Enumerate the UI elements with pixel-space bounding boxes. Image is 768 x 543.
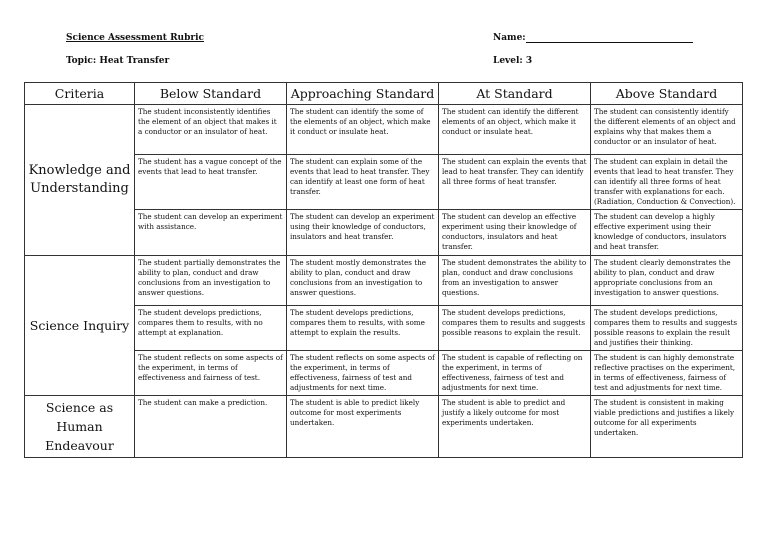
rubric-cell: The student can explain some of the events that lead to heat transfer. They can identify at least one form of heat transfer. [287,155,439,210]
rubric-cell: The student develops predictions, compares them to results, with some attempt to explain the results. [287,306,439,351]
rubric-cell: The student develops predictions, compares them to results and suggests possible reasons to explain the result. [439,306,591,351]
rubric-cell: The student is can highly demonstrate reflective practises on the experiment, in terms of effectiveness, fairness of test and adjustments for next time. [591,351,743,396]
column-header-below-standard: Below Standard [135,83,287,105]
table-row [25,256,743,306]
rubric-cell: The student mostly demonstrates the ability to plan, conduct and draw conclusions from an investigation to answer questions. [287,256,439,306]
rubric-cell: The student is consistent in making viable predictions and justifies a likely outcome for all experiments undertaken. [591,396,743,458]
document-title: Science Assessment Rubric [66,33,205,43]
criterion-knowledge-and-understanding: Knowledge and Understanding [25,105,135,256]
rubric-table [24,82,743,458]
rubric-cell: The student can explain in detail the events that lead to heat transfer. They can identify all three forms of heat transfer with explanations for each. (Radiation, Conduction & Convection). [591,155,743,210]
rubric-cell: The student can make a prediction. [135,396,287,458]
table-row [25,105,743,155]
column-header-approaching-standard: Approaching Standard [287,83,439,105]
rubric-cell: The student can develop an effective experiment using their knowledge of conductors, insulators and heat transfer. [439,210,591,256]
rubric-cell: The student can develop an experiment with assistance. [135,210,287,256]
rubric-cell: The student reflects on some aspects of the experiment, in terms of effectiveness, fairness of test and adjustments for next time. [287,351,439,396]
column-header-criteria: Criteria [25,83,135,105]
column-header-above-standard: Above Standard [591,83,743,105]
rubric-cell: The student can consistently identify the different elements of an object and explains why that makes them a conductor or an insulator of heat. [591,105,743,155]
rubric-cell: The student can develop an experiment using their knowledge of conductors, insulators and heat transfer. [287,210,439,256]
rubric-cell: The student develops predictions, compares them to results, with no attempt at explanation. [135,306,287,351]
rubric-cell: The student can identify the some of the elements of an object, which make it conduct or insulate heat. [287,105,439,155]
criterion-science-as-human-endeavour: Science as Human Endeavour [25,396,135,458]
criterion-science-inquiry: Science Inquiry [25,256,135,396]
name-label: Name: [493,33,526,43]
rubric-cell: The student is able to predict likely outcome for most experiments undertaken. [287,396,439,458]
rubric-cell: The student demonstrates the ability to plan, conduct and draw conclusions from an investigation to answer questions. [439,256,591,306]
rubric-cell: The student has a vague concept of the events that lead to heat transfer. [135,155,287,210]
rubric-cell: The student can explain the events that lead to heat transfer. They can identify all three forms of heat transfer. [439,155,591,210]
rubric-cell: The student partially demonstrates the ability to plan, conduct and draw conclusions from an investigation to answer questions. [135,256,287,306]
rubric-cell: The student is capable of reflecting on the experiment, in terms of effectiveness, fairness of test and adjustments for next time. [439,351,591,396]
name-line [526,33,693,43]
header-row [25,83,743,105]
level-label: Level: 3 [493,56,533,66]
table-row [25,396,743,458]
rubric-cell: The student inconsistently identifies the element of an object that makes it a conductor or an insulator of heat. [135,105,287,155]
column-header-at-standard: At Standard [439,83,591,105]
rubric-cell: The student clearly demonstrates the ability to plan, conduct and draw appropriate conclusions from an investigation to answer questions. [591,256,743,306]
rubric-cell: The student can develop a highly effective experiment using their knowledge of conductors, insulators and heat transfer. [591,210,743,256]
topic-label: Topic: Heat Transfer [66,56,170,66]
rubric-cell: The student is able to predict and justify a likely outcome for most experiments undertaken. [439,396,591,458]
rubric-cell: The student develops predictions, compares them to results and suggests possible reasons to explain the result and justifies their thinking. [591,306,743,351]
rubric-cell: The student reflects on some aspects of the experiment, in terms of effectiveness and fairness of test. [135,351,287,396]
rubric-cell: The student can identify the different elements of an object, which make it conduct or insulate heat. [439,105,591,155]
name-field [493,33,693,43]
